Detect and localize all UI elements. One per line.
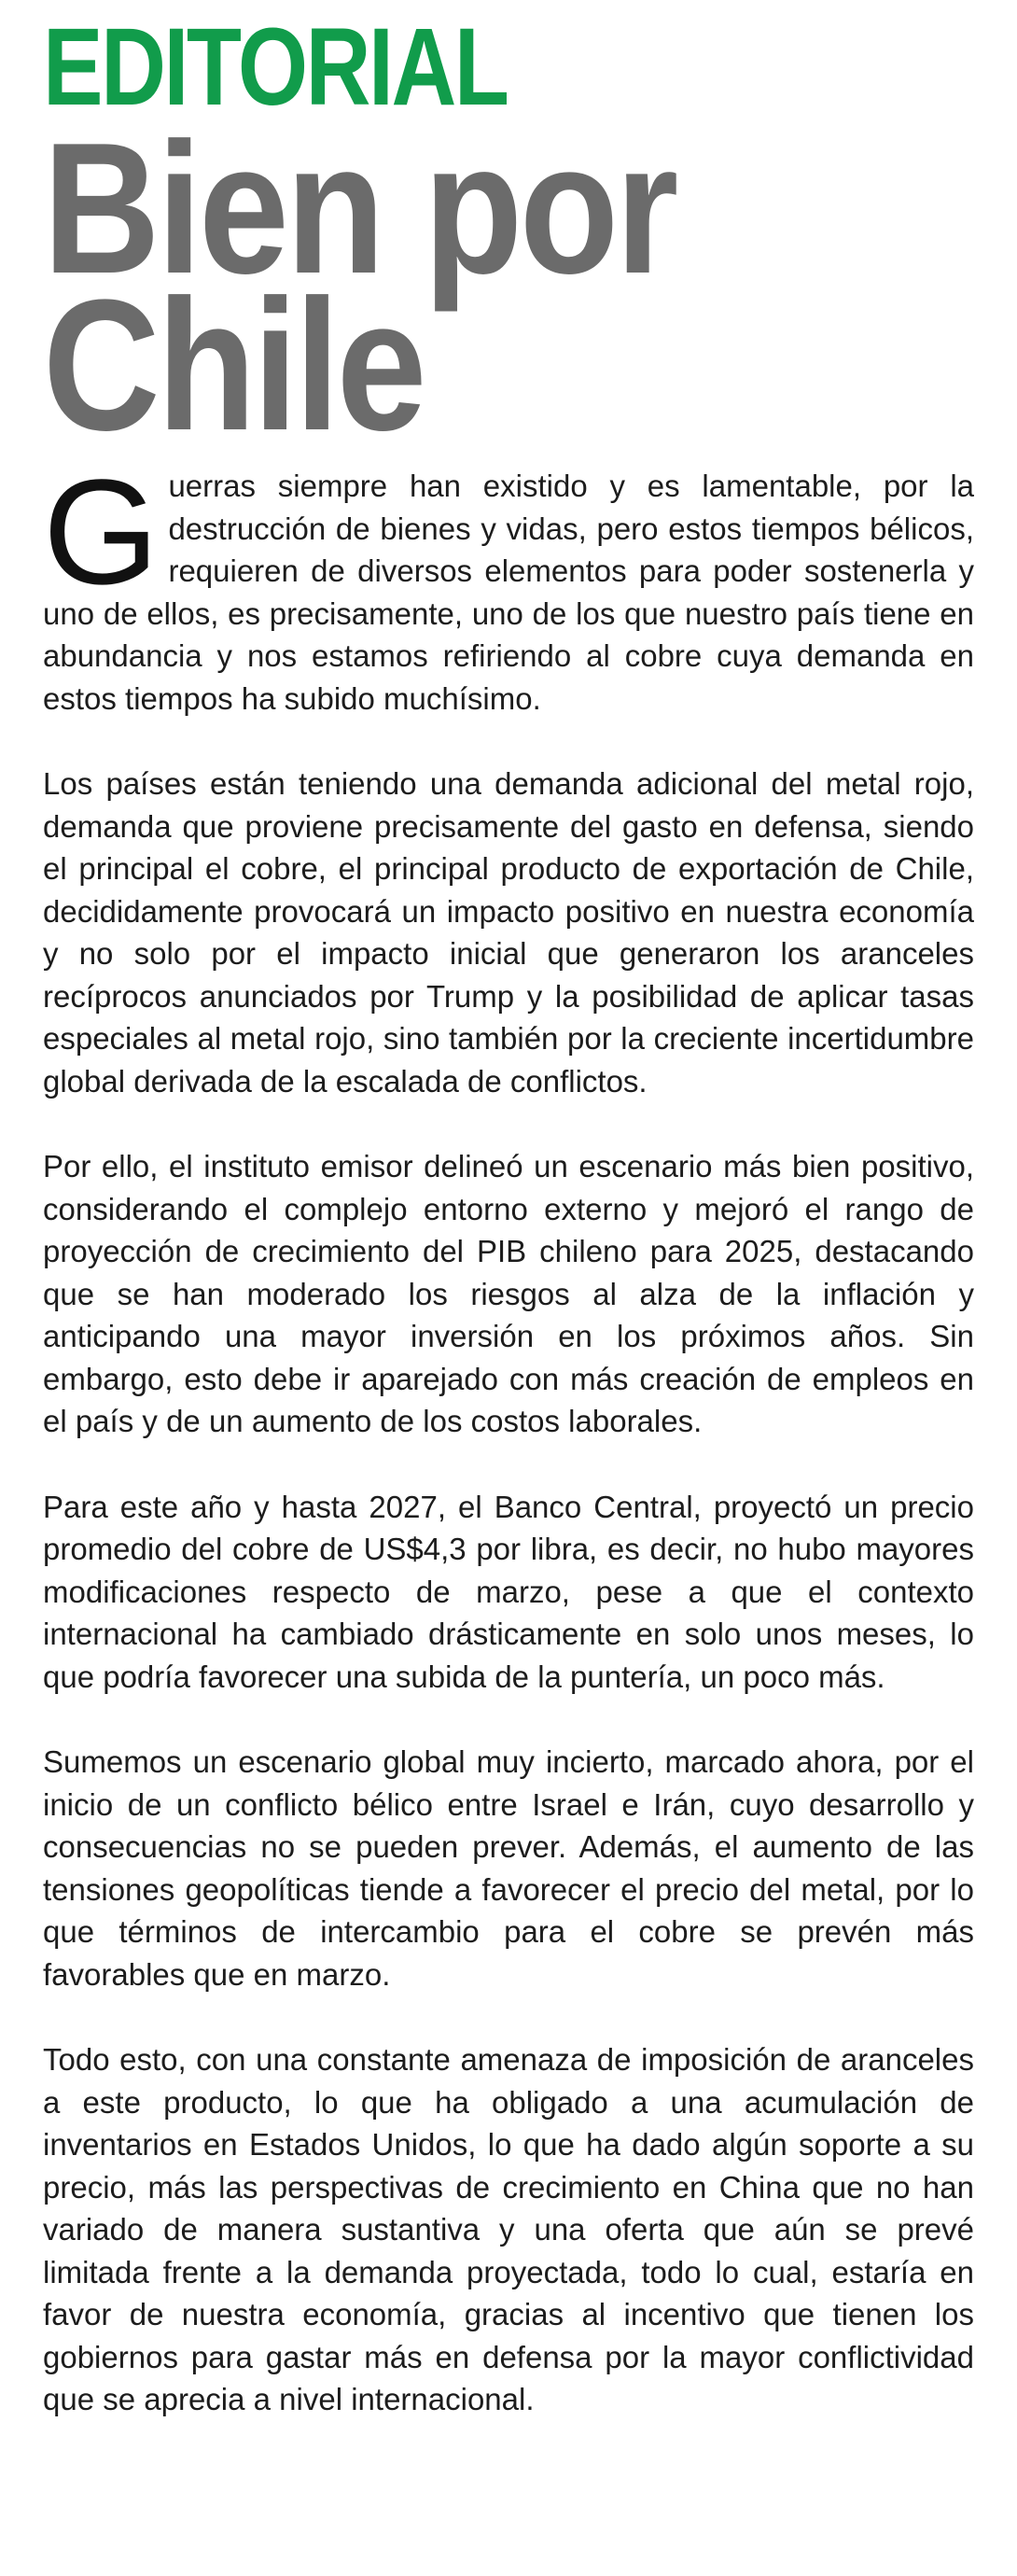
- section-label: EDITORIAL: [43, 6, 508, 129]
- article-paragraph-4: Para este año y hasta 2027, el Banco Central, proyectó un precio promedio del cobre de US$4,3 por libra, es decir, no hubo mayores modificaciones respecto de marzo, pese a que el contexto internacional ha cambiado drásticamente en solo unos meses, lo que podría favorecer una subida de la puntería, un poco más.: [43, 1489, 974, 1694]
- article-paragraph-3: Por ello, el instituto emisor delineó un escenario más bien positivo, considerando el complejo entorno externo y mejoró el rango de proyección de crecimiento del PIB chileno para 2025, destacando que se han moderado los riesgos al alza de la inflación y anticipando una mayor inversión en los próximos años. Sin embargo, esto debe ir aparejado con más creación de empleos en el país y de un aumento de los costos laborales.: [43, 1149, 974, 1438]
- article-paragraph-5: Sumemos un escenario global muy incierto, marcado ahora, por el inicio de un conflicto bélico entre Israel e Irán, cuyo desarrollo y consecuencias no se pueden prever. Además, el aumento de las tensiones geopolíticas tiende a favorecer el precio del metal, por lo que términos de intercambio para el cobre se prevén más favorables que en marzo.: [43, 1744, 974, 1992]
- article-paragraph-1: [43, 448, 974, 720]
- article-paragraph-2: Los países están teniendo una demanda adicional del metal rojo, demanda que proviene precisamente del gasto en defensa, siendo el principal el cobre, el principal producto de exportación de Chile, decididamente provocará un impacto positivo en nuestra economía y no solo por el impacto inicial que generaron los aranceles recíprocos anunciados por Trump y la posibilidad de aplicar tasas especiales al metal rojo, sino también por la creciente incertidumbre global derivada de la escalada de conflictos.: [43, 766, 974, 1099]
- headline-line-1: Bien por: [43, 105, 676, 313]
- headline-line-2: Chile: [43, 261, 425, 469]
- article-paragraph-6: Todo esto, con una constante amenaza de imposición de aranceles a este producto, lo que ha obligado a una acumulación de inventarios en Estados Unidos, lo que ha dado algún soporte a su precio, más las perspectivas de crecimiento en China que no han variado de manera sustantiva y una oferta que aún se prevé limitada frente a la demanda proyectada, todo lo cual, estaría en favor de nuestra economía, gracias al incentivo que tienen los gobiernos para gastar más en defensa por la mayor conflictividad que se aprecia a nivel internacional.: [43, 2042, 974, 2416]
- headline: [43, 105, 853, 469]
- drop-cap: G: [43, 448, 160, 615]
- article-body: [43, 448, 974, 2421]
- paragraph-1-text: uerras siempre han existido y es lamentable, por la destrucción de bienes y vidas, pero estos tiempos bélicos, requieren de diversos elementos para poder sostenerla y uno de ellos, es precisamente, uno de los que nuestro país tiene en abundancia y nos estamos refiriendo al cobre cuya demanda en estos tiempos ha subido muchísimo.: [43, 469, 974, 716]
